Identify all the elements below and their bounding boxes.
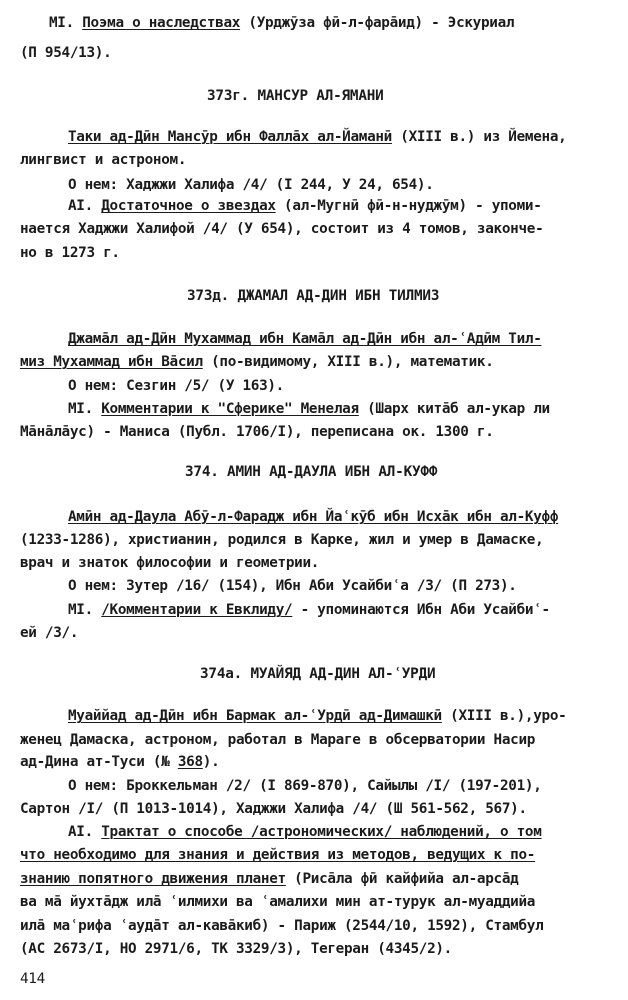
work-title: Комментарии к "Сферике" Менелая xyxy=(101,401,359,417)
author-name: Амӣн ад-Даула Абӯ-л-Фарадж ибн Йаʿкӯб ибн Исха̄к ибн ал-Куфф xyxy=(68,509,559,525)
text-line xyxy=(20,753,628,771)
reference-line: О нем: Хаджжи Халифа /4/ (I 244, У 24, 654). xyxy=(68,177,434,193)
text-line: нается Хаджжи Халифой /4/ (У 654), состоит из 4 томов, закончe- xyxy=(20,221,544,237)
author-name-line xyxy=(68,707,628,725)
entry-text: (XIII в.) из Йемена, xyxy=(392,129,567,145)
entry-label: МI. xyxy=(49,15,83,31)
author-name: миз Мухаммад ибн Ва̄сил xyxy=(20,354,203,370)
entry-text: ). xyxy=(202,754,220,770)
text-line: Ма̄на̄ла̄ус) - Маниса (Публ. 1706/I), переписана ок. 1300 г. xyxy=(20,424,494,440)
section-heading: 374а. МУАЙЯД АД-ДИН АЛ-ʿУРДИ xyxy=(200,666,436,682)
work-entry xyxy=(68,601,628,619)
entry-text: (Шарх кита̄б ал-укар ли xyxy=(358,401,550,417)
work-title: Поэма о наследствах xyxy=(82,15,241,31)
work-title-line xyxy=(20,846,628,864)
entry-label: МI. xyxy=(68,401,102,417)
entry-label: АI. xyxy=(68,824,102,840)
text-line: ва ма̄ йухта̄дж ила̄ ʿилмихи ва ʿамалихи мин ат-турук ал-муаддийа xyxy=(20,894,536,910)
entry-text: (по-видимому, XIII в.), математик. xyxy=(202,354,494,370)
work-title: Достаточное о звездах xyxy=(101,198,276,214)
text-line: Сартон /I/ (П 1013-1014), Хаджжи Халифа /4/ (Ш 561-562, 567). xyxy=(20,801,527,817)
text-line: но в 1273 г. xyxy=(20,245,120,261)
author-name-line xyxy=(68,508,628,526)
text-line: ей /3/. xyxy=(20,625,79,641)
author-name-line xyxy=(20,353,628,371)
section-heading: 374. АМИН АД-ДАУЛА ИБН АЛ-КУФФ xyxy=(185,464,438,480)
work-entry xyxy=(68,823,628,841)
cross-reference-link[interactable]: 368 xyxy=(177,754,203,770)
entry-text: ад-Дина ат-Туси (№ xyxy=(20,754,178,770)
author-name: Муаййад ад-Дӣн ибн Бармак ал-ʿУрдӣ ад-Димашкӣ xyxy=(68,708,442,724)
work-title: Трактат о способе /астрономических/ наблюдений, о том xyxy=(101,824,542,840)
text-line: врач и знаток философии и геометрии. xyxy=(20,555,320,571)
work-entry xyxy=(68,197,628,215)
work-title: знанию попятного движения планет xyxy=(20,871,286,887)
work-entry xyxy=(68,400,628,418)
reference-line: О нем: Зутер /16/ (154), Ибн Аби Усайбиʿа /3/ (П 273). xyxy=(68,578,517,594)
reference-line: О нем: Сезгин /5/ (У 163). xyxy=(68,378,284,394)
page-number: 414 xyxy=(20,971,45,987)
text-line: лингвист и астроном. xyxy=(20,152,187,168)
entry-text: (XIII в.),уро- xyxy=(441,708,567,724)
work-title: что необходимо для знания и действия из методов, ведущих к по- xyxy=(20,847,536,863)
entry-text: - упоминаются Ибн Аби Усайбиʿ- xyxy=(292,602,550,618)
section-heading: 373г. МАНСУР АЛ-ЯМАНИ xyxy=(207,88,384,104)
entry-label: АI. xyxy=(68,198,102,214)
author-name: Джама̄л ад-Дӣн Мухаммад ибн Кама̄л ад-Дӣн ибн ал-ʿАдӣм Тил- xyxy=(68,331,542,347)
entry-mi-poem xyxy=(49,14,628,32)
text-line: (АС 2673/I, НО 2971/6, ТК 3329/3), Тегеран (4345/2). xyxy=(20,941,452,957)
entry-text: (Риса̄ла фӣ кайфийа ал-арса̄д xyxy=(285,871,519,887)
text-line: (П 954/13). xyxy=(20,45,112,61)
text-line: (1233-1286), христианин, родился в Карке, жил и умер в Дамаске, xyxy=(20,532,544,548)
author-name: Таки ад-Дӣн Мансӯр ибн Фалла̄х ал-Йаманӣ xyxy=(68,129,392,145)
entry-text: (ал-Мугнӣ фӣ-н-нуджӯм) - упоми- xyxy=(275,198,542,214)
entry-label: МI. xyxy=(68,602,102,618)
text-line: женец Дамаска, астроном, работал в Мараге в обсерватории Насир xyxy=(20,732,536,748)
reference-line: О нем: Броккельман /2/ (I 869-870), Сайылы /I/ (197-201), xyxy=(68,778,542,794)
author-name-line xyxy=(68,128,628,146)
work-title-line xyxy=(20,870,628,888)
author-name-line xyxy=(68,330,628,348)
entry-text: (Урджӯза фӣ-л-фара̄ид) - Эскуриал xyxy=(240,15,515,31)
section-heading: 373д. ДЖАМАЛ АД-ДИН ИБН ТИЛМИЗ xyxy=(187,288,440,304)
text-line: ила̄ маʿрифа ʿауда̄т ал-кава̄киб) - Париж (2544/10, 1592), Стамбул xyxy=(20,918,544,934)
work-title: /Комментарии к Евклиду/ xyxy=(101,602,293,618)
